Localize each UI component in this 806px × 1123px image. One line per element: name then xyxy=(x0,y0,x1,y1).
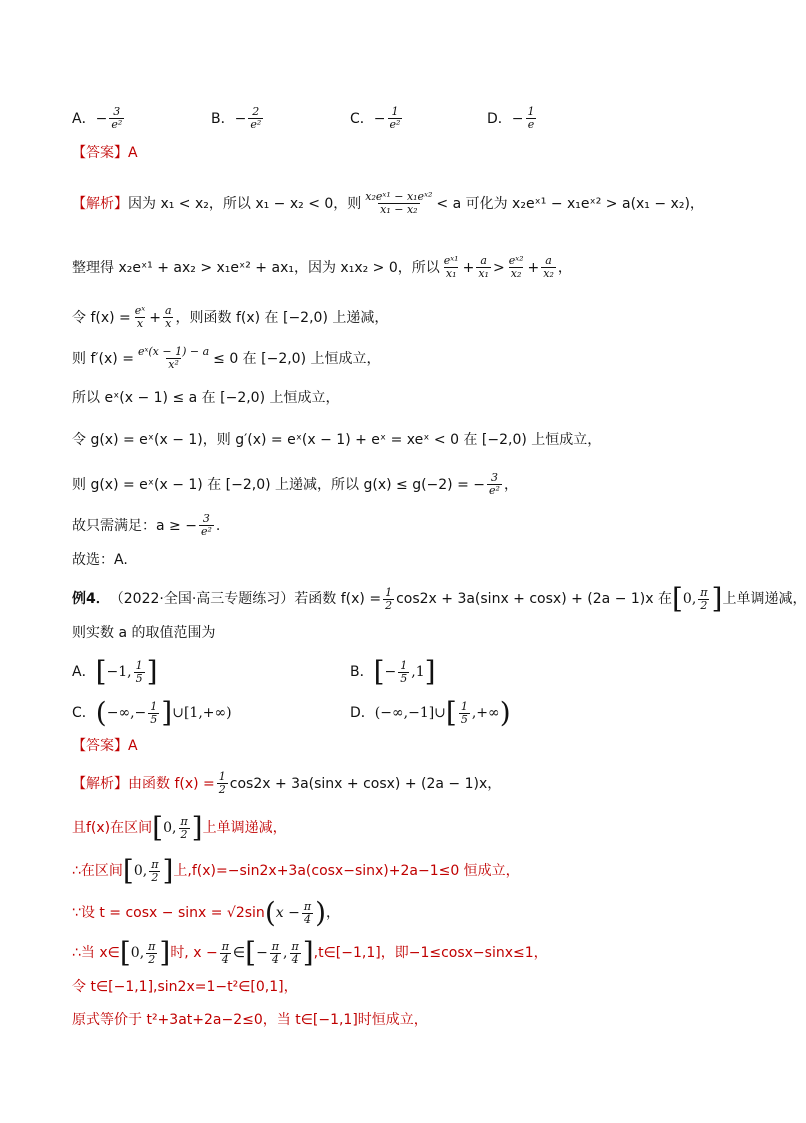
left-bracket: [ xyxy=(119,936,131,969)
right-bracket: ] xyxy=(159,936,171,969)
numerator: a xyxy=(480,254,487,267)
denominator: 5 xyxy=(460,712,468,726)
text: ≤ 0 在 [−2,0) 上恒成立， xyxy=(213,350,381,367)
fraction xyxy=(388,106,403,131)
numerator: π xyxy=(151,857,159,871)
answer-label: 【答案】 xyxy=(72,738,128,754)
numerator: x₂eˣ¹ − x₁eˣ² xyxy=(365,190,433,203)
text: ， xyxy=(326,905,340,921)
denominator: x₂ xyxy=(543,267,554,280)
denominator: 5 xyxy=(400,671,408,685)
denominator: e² xyxy=(250,118,262,131)
answer-line-2 xyxy=(72,736,138,756)
denominator: 4 xyxy=(303,912,311,926)
analysis1-line-4 xyxy=(72,346,381,371)
denominator: x₁ xyxy=(478,267,489,280)
text: 由函数 f(x) = xyxy=(128,775,215,792)
left-bracket: [ xyxy=(671,582,683,615)
denominator: x₁ xyxy=(445,267,457,280)
operator: > xyxy=(492,259,505,276)
right-bracket: ] xyxy=(162,854,174,887)
text: 令 f(x) = xyxy=(72,309,131,326)
fraction xyxy=(383,587,394,612)
right-bracket: ] xyxy=(424,655,436,688)
option-label: D． xyxy=(487,110,512,127)
denominator: e² xyxy=(200,525,212,538)
text: ∵设 t = cosx − sinx = √2sin xyxy=(72,905,265,921)
text: 上单调递减， xyxy=(722,591,806,607)
text: cos2x + 3a(sinx + cosx) + (2a − 1)x 在 xyxy=(396,591,672,607)
text: ,1 xyxy=(411,664,425,680)
answer-value: A xyxy=(128,738,138,754)
text: 上,f(x)=−sin2x+3a(cosx−sinx)+2a−1≤0 恒成立， xyxy=(173,863,520,879)
text: 则 f′(x) = xyxy=(72,350,134,367)
text: 则 g(x) = eˣ(x − 1) 在 [−2,0) 上递减，所以 g(x) ≤ g(−2) = − xyxy=(72,476,486,493)
text: （2022·全国·高三专题练习）若函数 f(x) = xyxy=(109,591,382,607)
numerator: π xyxy=(180,814,188,828)
denominator: 2 xyxy=(180,827,188,841)
numerator: 2 xyxy=(252,105,260,118)
analysis2-line-5 xyxy=(72,936,548,969)
text: 且f(x)在区间 xyxy=(72,820,153,836)
analysis2-line-4 xyxy=(72,896,340,929)
minus-sign: − xyxy=(511,110,524,127)
left-bracket: [ xyxy=(245,936,257,969)
option-label: B． xyxy=(211,110,235,127)
analysis2-line-6 xyxy=(72,977,298,997)
operator: + xyxy=(149,309,161,326)
text: (−∞,−1]∪ xyxy=(374,705,446,721)
analysis-label: 【解析】 xyxy=(72,775,128,792)
left-bracket: [ xyxy=(445,696,457,729)
analysis2-line-7 xyxy=(72,1010,428,1030)
denominator: 4 xyxy=(291,952,299,966)
text: ∴在区间 xyxy=(72,863,123,879)
analysis1-line-9 xyxy=(72,550,128,570)
left-bracket: [ xyxy=(95,655,107,688)
left-bracket: [ xyxy=(122,854,134,887)
example4-option-b xyxy=(350,655,436,688)
operator: + xyxy=(527,259,540,276)
numerator: 1 xyxy=(391,105,399,118)
fraction xyxy=(134,660,145,685)
denominator: 2 xyxy=(700,598,708,612)
minus-sign: − xyxy=(234,110,247,127)
numerator: π xyxy=(221,939,229,953)
right-paren: ) xyxy=(499,696,511,729)
q3-option-d xyxy=(487,106,539,131)
denominator: 2 xyxy=(148,952,156,966)
example4-option-d xyxy=(350,696,511,729)
fraction xyxy=(270,941,281,966)
right-bracket: ] xyxy=(161,696,173,729)
denominator: e² xyxy=(111,118,123,131)
analysis1-line-8 xyxy=(72,513,220,538)
analysis2-line-1 xyxy=(72,771,501,796)
fraction xyxy=(178,816,189,841)
right-bracket: ] xyxy=(711,582,723,615)
numerator: 1 xyxy=(460,699,468,713)
analysis2-line-2 xyxy=(72,811,287,844)
text: , xyxy=(283,945,288,961)
numerator: 1 xyxy=(400,658,408,672)
numerator: π xyxy=(303,899,312,913)
numerator: 1 xyxy=(385,585,393,599)
fraction xyxy=(199,513,214,538)
text: 时, x − xyxy=(170,945,218,961)
fraction xyxy=(507,255,526,280)
analysis1-line-1 xyxy=(72,191,704,216)
fraction xyxy=(363,191,434,216)
text: 则实数 a 的取值范围为 xyxy=(72,625,216,641)
numerator: π xyxy=(700,585,708,599)
numerator: eˣ(x − 1) − a xyxy=(137,345,210,358)
q3-option-a xyxy=(72,106,126,131)
analysis1-line-7 xyxy=(72,472,518,497)
fraction xyxy=(248,106,263,131)
fraction xyxy=(442,255,461,280)
text: 故只需满足：a ≥ − xyxy=(72,517,197,534)
option-label: A． xyxy=(72,664,96,680)
numerator: 3 xyxy=(202,512,210,525)
fraction xyxy=(109,106,124,131)
text: ， xyxy=(557,259,572,276)
fraction xyxy=(487,472,502,497)
numerator: eˣ² xyxy=(508,254,524,267)
text: − xyxy=(256,945,268,961)
right-paren: ) xyxy=(315,896,326,929)
numerator: a xyxy=(545,254,552,267)
denominator: e² xyxy=(489,484,500,497)
denominator: x₁ − x₂ xyxy=(380,203,418,216)
analysis1-line-2 xyxy=(72,255,572,280)
fraction xyxy=(526,106,537,131)
text: −∞,− xyxy=(106,705,147,721)
numerator: a xyxy=(164,304,172,317)
q3-option-b xyxy=(211,106,265,131)
example4-stem xyxy=(72,582,806,615)
answer-label: 【答案】 xyxy=(72,145,128,161)
numerator: 1 xyxy=(218,770,226,783)
numerator: eˣ xyxy=(134,304,146,317)
analysis1-line-5 xyxy=(72,388,340,408)
fraction xyxy=(217,771,228,796)
text: 0, xyxy=(130,945,145,961)
fraction xyxy=(302,901,313,926)
left-paren: ( xyxy=(264,896,276,929)
fraction xyxy=(220,941,231,966)
text: ， xyxy=(503,476,518,493)
denominator: 5 xyxy=(150,712,158,726)
denominator: 2 xyxy=(151,870,159,884)
text: ∈ xyxy=(232,945,246,961)
denominator: x₂ xyxy=(510,267,522,280)
denominator: 5 xyxy=(135,671,143,685)
right-bracket: ] xyxy=(191,811,203,844)
denominator: 2 xyxy=(385,598,393,612)
text: cos2x + 3a(sinx + cosx) + (2a − 1)x， xyxy=(229,775,502,792)
numerator: 1 xyxy=(135,658,143,672)
operator: + xyxy=(462,259,475,276)
text: −1, xyxy=(106,664,132,680)
option-label: C． xyxy=(350,110,374,127)
denominator: x xyxy=(136,317,144,330)
text: 令 g(x) = eˣ(x − 1)，则 g′(x) = eˣ(x − 1) + eˣ = xeˣ < 0 在 [−2,0) 上恒成立， xyxy=(72,432,602,448)
minus-sign: − xyxy=(373,110,386,127)
numerator: eˣ¹ xyxy=(443,254,459,267)
denominator: e² xyxy=(389,118,401,131)
denominator: 4 xyxy=(271,952,279,966)
numerator: 1 xyxy=(150,699,158,713)
text: 0, xyxy=(133,863,148,879)
example4-stem-2 xyxy=(72,623,215,643)
denominator: x² xyxy=(168,358,179,371)
fraction xyxy=(149,859,160,884)
analysis2-line-3 xyxy=(72,854,520,887)
text: . xyxy=(215,517,221,534)
q3-option-c xyxy=(350,106,404,131)
denominator: 4 xyxy=(221,952,229,966)
answer-line-1 xyxy=(72,143,138,163)
fraction xyxy=(136,346,211,371)
text: 整理得 x₂eˣ¹ + ax₂ > x₁eˣ² + ax₁，因为 x₁x₂ > 0，所以 xyxy=(72,259,440,276)
option-label: C． xyxy=(72,705,96,721)
right-bracket: ] xyxy=(302,936,314,969)
denominator: x xyxy=(165,317,172,330)
right-bracket: ] xyxy=(146,655,158,688)
text: < a 可化为 x₂eˣ¹ − x₁eˣ² > a(x₁ − x₂)， xyxy=(436,195,704,212)
text: ,t∈[−1,1]，即−1≤cosx−sinx≤1， xyxy=(313,945,548,961)
text: 原式等价于 t²+3at+2a−2≤0，当 t∈[−1,1]时恒成立， xyxy=(72,1012,428,1028)
fraction xyxy=(476,255,491,280)
fraction xyxy=(146,941,157,966)
left-paren: ( xyxy=(95,696,107,729)
example4-option-a xyxy=(72,655,158,688)
denominator: e xyxy=(527,118,535,131)
analysis1-line-3 xyxy=(72,305,388,330)
text: 0, xyxy=(163,820,177,836)
text: ∴当 x∈ xyxy=(72,945,120,961)
example4-option-c xyxy=(72,696,232,729)
analysis1-line-6 xyxy=(72,430,601,450)
text: ，则函数 f(x) 在 [−2,0) 上递减， xyxy=(175,309,389,326)
text: x − xyxy=(275,905,300,921)
text: ∪[1,+∞) xyxy=(172,705,232,721)
left-bracket: [ xyxy=(152,811,164,844)
numerator: π xyxy=(291,939,299,953)
example-number: 例4． xyxy=(72,591,110,607)
numerator: 1 xyxy=(527,105,535,118)
option-label: B． xyxy=(350,664,374,680)
numerator: π xyxy=(148,939,156,953)
option-label: D． xyxy=(350,705,375,721)
fraction xyxy=(133,305,147,330)
denominator: 2 xyxy=(218,783,226,796)
fraction xyxy=(148,701,159,726)
fraction xyxy=(541,255,556,280)
numerator: π xyxy=(271,939,280,953)
text: 令 t∈[−1,1],sin2x=1−t²∈[0,1]， xyxy=(72,979,298,995)
text: 0, xyxy=(682,591,697,607)
option-label: A． xyxy=(72,110,96,127)
fraction xyxy=(163,305,174,330)
minus-sign: − xyxy=(95,110,108,127)
left-bracket: [ xyxy=(373,655,385,688)
numerator: 3 xyxy=(113,105,121,118)
text: ,+∞ xyxy=(471,705,500,721)
fraction xyxy=(289,941,300,966)
fraction xyxy=(698,587,709,612)
analysis-label: 【解析】 xyxy=(72,195,128,212)
fraction xyxy=(459,701,470,726)
text: 因为 x₁ < x₂，所以 x₁ − x₂ < 0，则 xyxy=(128,195,362,212)
text: 故选：A. xyxy=(72,552,128,568)
text: − xyxy=(384,664,397,680)
fraction xyxy=(398,660,409,685)
answer-value: A xyxy=(128,145,138,161)
text: 上单调递减， xyxy=(202,820,287,836)
numerator: 3 xyxy=(490,471,498,484)
text: 所以 eˣ(x − 1) ≤ a 在 [−2,0) 上恒成立， xyxy=(72,390,340,406)
